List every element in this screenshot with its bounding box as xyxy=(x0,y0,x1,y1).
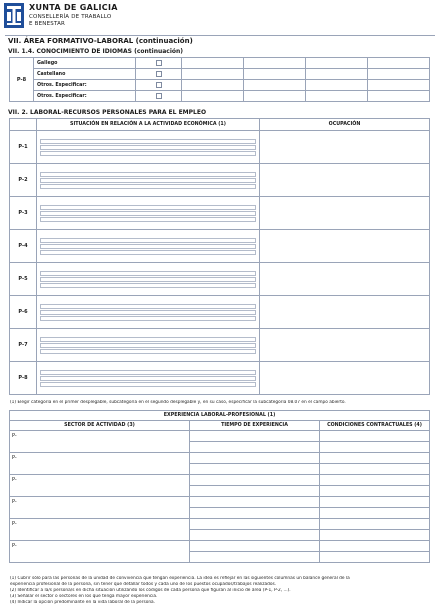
occupation-input[interactable] xyxy=(260,263,430,296)
occupation-input[interactable] xyxy=(260,131,430,164)
person-label: P- xyxy=(12,477,17,483)
situation-cell xyxy=(37,164,260,197)
situation-dropdown[interactable] xyxy=(40,172,256,177)
situation-dropdown[interactable] xyxy=(40,370,256,375)
situation-cell xyxy=(37,197,260,230)
table-row xyxy=(10,475,430,486)
table-row xyxy=(10,497,430,508)
situation-cell xyxy=(37,131,260,164)
other-1-checkbox[interactable] xyxy=(156,82,162,88)
castellano-checkbox[interactable] xyxy=(156,71,162,77)
situation-dropdown[interactable] xyxy=(40,244,256,249)
contract-conditions-input[interactable] xyxy=(320,508,430,519)
footnote: (2) Identificar a la/s persona/s en dicha situación utilizando los códigos de cada persona que figuran al inicio de área (P-1, P-2, ...). xyxy=(10,588,291,593)
header xyxy=(4,2,204,32)
footnote: (1) Cubrir sólo para las personas de la unidad de convivencia que tengan experiencia. La idea es reflejar en las siguientes columnas un balance general de la xyxy=(10,576,350,581)
contract-conditions-input[interactable] xyxy=(320,497,430,508)
sector-input[interactable] xyxy=(10,431,190,453)
person-label: P- xyxy=(12,455,17,461)
org-name: XUNTA DE GALICIA xyxy=(29,3,118,12)
department-line-2: E BENESTAR xyxy=(29,21,66,27)
col-header-time: TIEMPO DE EXPERIENCIA xyxy=(190,421,320,431)
person-label: P-7 xyxy=(10,329,37,362)
situation-specify-input[interactable] xyxy=(40,382,256,387)
table-row xyxy=(10,362,430,395)
experience-time-input[interactable] xyxy=(190,497,320,508)
level-cell[interactable] xyxy=(244,80,306,91)
table-row xyxy=(10,329,430,362)
level-cell[interactable] xyxy=(182,80,244,91)
situation-specify-input[interactable] xyxy=(40,316,256,321)
table-row xyxy=(10,91,430,102)
sector-input[interactable] xyxy=(10,541,190,563)
situation-dropdown[interactable] xyxy=(40,145,256,150)
situation-dropdown[interactable] xyxy=(40,304,256,309)
experience-time-input[interactable] xyxy=(190,486,320,497)
person-label: P-5 xyxy=(10,263,37,296)
table-row xyxy=(10,519,430,530)
situation-specify-input[interactable] xyxy=(40,217,256,222)
occupation-input[interactable] xyxy=(260,230,430,263)
contract-conditions-input[interactable] xyxy=(320,519,430,530)
level-cell[interactable] xyxy=(368,91,430,102)
experience-title: EXPERIENCIA LABORAL-PROFESIONAL (1) xyxy=(10,411,430,421)
situation-dropdown[interactable] xyxy=(40,337,256,342)
table-row xyxy=(10,263,430,296)
table-row xyxy=(10,541,430,552)
person-label: P-8 xyxy=(10,58,34,102)
person-label: P- xyxy=(12,543,17,549)
experience-time-input[interactable] xyxy=(190,541,320,552)
situation-specify-input[interactable] xyxy=(40,349,256,354)
table-row xyxy=(10,58,430,69)
situation-dropdown[interactable] xyxy=(40,238,256,243)
situation-cell xyxy=(37,263,260,296)
experience-time-input[interactable] xyxy=(190,552,320,563)
col-header-occupation: OCUPACIÓN xyxy=(260,119,430,131)
person-label: P- xyxy=(12,521,17,527)
level-cell[interactable] xyxy=(182,91,244,102)
employment-subtitle: VII. 2. LABORAL-RECURSOS PERSONALES PARA EL EMPLEO xyxy=(8,109,207,116)
situation-dropdown[interactable] xyxy=(40,271,256,276)
language-label-other-2: Otros. Especificar: xyxy=(34,91,136,102)
sector-input[interactable] xyxy=(10,497,190,519)
employment-rows xyxy=(10,131,430,395)
section-divider xyxy=(5,35,435,36)
employment-table xyxy=(9,118,430,395)
other-2-checkbox[interactable] xyxy=(156,93,162,99)
level-cell[interactable] xyxy=(182,69,244,80)
experience-time-input[interactable] xyxy=(190,508,320,519)
level-cell[interactable] xyxy=(244,58,306,69)
occupation-input[interactable] xyxy=(260,329,430,362)
contract-conditions-input[interactable] xyxy=(320,442,430,453)
col-header-conditions: CONDICIONES CONTRACTUALES (4) xyxy=(320,421,430,431)
contract-conditions-input[interactable] xyxy=(320,530,430,541)
table-header-row xyxy=(10,411,430,421)
sector-input[interactable] xyxy=(10,453,190,475)
languages-subtitle: VII. 1.4. CONOCIMIENTO DE IDIOMAS (continuación) xyxy=(8,48,184,55)
table-row xyxy=(10,80,430,91)
occupation-input[interactable] xyxy=(260,296,430,329)
situation-dropdown[interactable] xyxy=(40,178,256,183)
xunta-logo-icon xyxy=(4,3,24,28)
situation-dropdown[interactable] xyxy=(40,376,256,381)
table-row xyxy=(10,164,430,197)
col-header-sector: SECTOR DE ACTIVIDAD (3) xyxy=(10,421,190,431)
person-label: P- xyxy=(12,499,17,505)
contract-conditions-input[interactable] xyxy=(320,552,430,563)
situation-dropdown[interactable] xyxy=(40,205,256,210)
person-label: P-6 xyxy=(10,296,37,329)
languages-table xyxy=(9,57,430,102)
experience-time-input[interactable] xyxy=(190,464,320,475)
situation-dropdown[interactable] xyxy=(40,211,256,216)
language-label-castellano: Castellano xyxy=(34,69,136,80)
sector-input[interactable] xyxy=(10,475,190,497)
situation-dropdown[interactable] xyxy=(40,310,256,315)
language-label-gallego: Gallego xyxy=(34,58,136,69)
table-row xyxy=(10,69,430,80)
table-row xyxy=(10,131,430,164)
level-cell[interactable] xyxy=(244,91,306,102)
experience-time-input[interactable] xyxy=(190,431,320,442)
footnotes xyxy=(10,576,430,606)
person-label: P-2 xyxy=(10,164,37,197)
department-line-1: CONSELLERÍA DE TRABALLO xyxy=(29,14,112,20)
situation-dropdown[interactable] xyxy=(40,277,256,282)
contract-conditions-input[interactable] xyxy=(320,486,430,497)
level-cell[interactable] xyxy=(306,58,368,69)
level-cell[interactable] xyxy=(368,80,430,91)
table-header-row xyxy=(10,421,430,431)
situation-specify-input[interactable] xyxy=(40,250,256,255)
experience-rows xyxy=(10,431,430,563)
footnote: experiencia profesional de la persona, sin tener que detallar todos y cada uno de los puestos ocupados/trabajos realizados. xyxy=(10,582,277,587)
level-cell[interactable] xyxy=(368,69,430,80)
level-cell[interactable] xyxy=(306,80,368,91)
person-label: P-8 xyxy=(10,362,37,395)
contract-conditions-input[interactable] xyxy=(320,431,430,442)
situation-specify-input[interactable] xyxy=(40,151,256,156)
level-cell[interactable] xyxy=(306,69,368,80)
footnote: (3) Señalar el sector o sectores en los que tenga mayor experiencia. xyxy=(10,594,158,599)
experience-time-input[interactable] xyxy=(190,475,320,486)
occupation-input[interactable] xyxy=(260,362,430,395)
occupation-input[interactable] xyxy=(260,197,430,230)
footnote: (4) Indicar la opción predominante en la vida laboral de la persona. xyxy=(10,600,156,605)
table-row xyxy=(10,431,430,442)
table-row xyxy=(10,197,430,230)
situation-dropdown[interactable] xyxy=(40,343,256,348)
experience-time-input[interactable] xyxy=(190,530,320,541)
table-row xyxy=(10,296,430,329)
situation-specify-input[interactable] xyxy=(40,184,256,189)
level-cell[interactable] xyxy=(244,69,306,80)
situation-cell xyxy=(37,296,260,329)
situation-cell xyxy=(37,329,260,362)
level-cell[interactable] xyxy=(182,58,244,69)
language-label-other-1: Otros. Especificar: xyxy=(34,80,136,91)
experience-table xyxy=(9,410,430,563)
situation-cell xyxy=(37,362,260,395)
section-title: VII. ÁREA FORMATIVO-LABORAL (continuación) xyxy=(8,37,193,45)
occupation-input[interactable] xyxy=(260,164,430,197)
experience-time-input[interactable] xyxy=(190,442,320,453)
contract-conditions-input[interactable] xyxy=(320,475,430,486)
contract-conditions-input[interactable] xyxy=(320,464,430,475)
experience-time-input[interactable] xyxy=(190,519,320,530)
employment-note: (1) Elegir categoría en el primer desplegable, subcategoría en el segundo desplegable y, en su caso, especificar la subcategoría 08.07 en el campo abierto. xyxy=(10,400,346,405)
contract-conditions-input[interactable] xyxy=(320,541,430,552)
table-header-row xyxy=(10,119,430,131)
situation-dropdown[interactable] xyxy=(40,139,256,144)
gallego-checkbox[interactable] xyxy=(156,60,162,66)
situation-specify-input[interactable] xyxy=(40,283,256,288)
level-cell[interactable] xyxy=(368,58,430,69)
contract-conditions-input[interactable] xyxy=(320,453,430,464)
situation-cell xyxy=(37,230,260,263)
person-label: P-4 xyxy=(10,230,37,263)
experience-time-input[interactable] xyxy=(190,453,320,464)
level-cell[interactable] xyxy=(306,91,368,102)
person-label: P-3 xyxy=(10,197,37,230)
person-label: P-1 xyxy=(10,131,37,164)
person-label: P- xyxy=(12,433,17,439)
table-row xyxy=(10,230,430,263)
col-header-situation: SITUACIÓN EN RELACIÓN A LA ACTIVIDAD ECONÓMICA (1) xyxy=(37,119,260,131)
sector-input[interactable] xyxy=(10,519,190,541)
table-row xyxy=(10,453,430,464)
